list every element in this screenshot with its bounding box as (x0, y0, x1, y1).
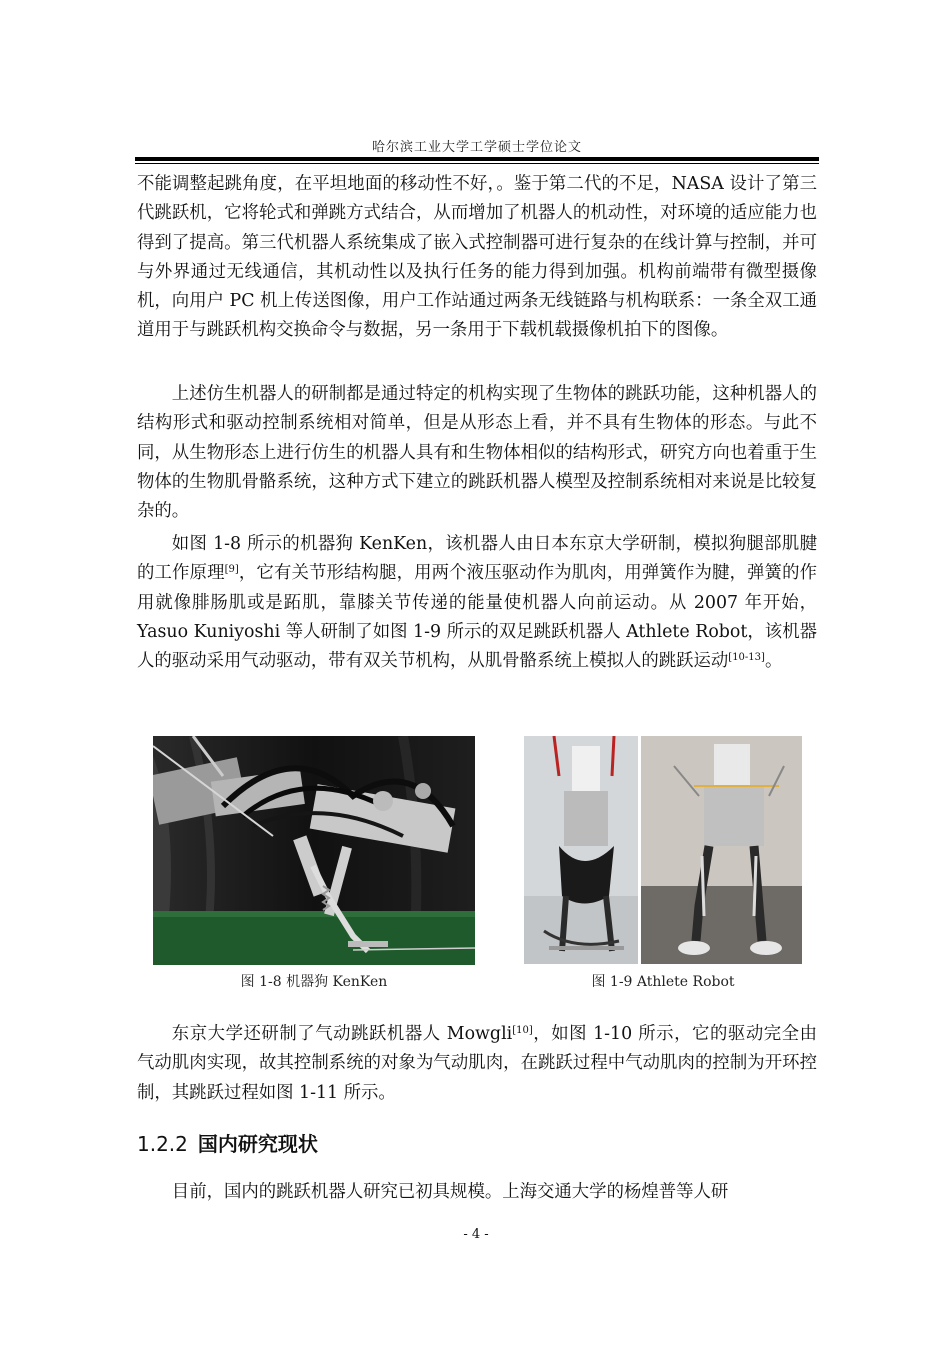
header-rule-thick (135, 157, 819, 161)
figure-1-9-caption: 图 1-9 Athlete Robot (591, 974, 735, 990)
paragraph-kenken-part3: 。 (764, 651, 783, 672)
paragraph-bionic-robots: 上述仿生机器人的研制都是通过特定的机构实现了生物体的跳跃功能，这种机器人的结构形式和驱动控制系统相对简单，但是从形态上看，并不具有生物体的形态。与此不同，从生物形态上进行仿生的机器人具有和生物体相似的结构形式，研究方向也着重于生物体的生物肌骨骼系统，这种方式下建立的跳跃机器人模型及控制系统相对来说是比较复杂的。 (137, 384, 817, 522)
paragraph-kenken (137, 530, 817, 676)
header-rule-thin (135, 163, 819, 164)
athlete-robot-image (524, 736, 802, 964)
figure-athlete-robot-photo (524, 736, 802, 964)
citation-9: [9] (224, 564, 239, 576)
kenken-robot-image (153, 736, 475, 965)
paragraph-kenken-part2: ，它有关节形结构腿，用两个液压驱动作为肌肉，用弹簧作为腱，弹簧的作用就像腓肠肌或是跖肌，靠膝关节传递的能量使机器人向前运动。从 2007 年开始，Yasuo Kuniyoshi 等人研制了如图 1-9 所示的双足跳跃机器人 Athlete Robot，该机器人的驱动采用气动驱动，带有双关节机构，从肌骨骼系统上模拟人的跳跃运动 (137, 563, 817, 672)
section-number: 1.2.2 (137, 1132, 188, 1156)
citation-10-13: [10-13] (728, 652, 765, 664)
paragraph-mowgli-part1: 东京大学还研制了气动跳跃机器人 Mowgli (171, 1024, 513, 1044)
paragraph-kenken-part1: 如图 1-8 所示的机器狗 KenKen，该机器人由日本东京大学研制，模拟狗腿部肌腱的工作原理 (137, 534, 817, 584)
paragraph-mowgli (137, 1020, 817, 1108)
section-heading (137, 1128, 318, 1157)
running-header: 哈尔滨工业大学工学硕士学位论文 (371, 140, 582, 155)
paragraph-mowgli-part2: ，如图 1-10 所示，它的驱动完全由气动肌肉实现，故其控制系统的对象为气动肌肉，在跳跃过程中气动肌肉的控制为开环控制，其跳跃过程如图 1-11 所示。 (137, 1024, 817, 1103)
figure-kenken-photo (153, 736, 475, 965)
section-title: 国内研究现状 (197, 1132, 318, 1156)
paragraph-nasa-jumper: 不能调整起跳角度，在平坦地面的移动性不好，。鉴于第二代的不足，NASA 设计了第三代跳跃机，它将轮式和弹跳方式结合，从而增加了机器人的机动性，对环境的适应能力也得到了提高。第三代机器人系统集成了嵌入式控制器可进行复杂的在线计算与控制，并可与外界通过无线通信，其机动性以及执行任务的能力得到加强。机构前端带有微型摄像机，向用户 PC 机上传送图像，用户工作站通过两条无线链路与机构联系：一条全双工通道用于与跳跃机构交换命令与数据，另一条用于下载机载摄像机拍下的图像。 (137, 174, 817, 341)
paragraph-domestic-research: 目前，国内的跳跃机器人研究已初具规模。上海交通大学的杨煌普等人研 (171, 1182, 729, 1202)
citation-10: [10] (512, 1025, 533, 1036)
page-number: - 4 - (463, 1227, 489, 1242)
figure-1-8-caption: 图 1-8 机器狗 KenKen (240, 974, 388, 990)
